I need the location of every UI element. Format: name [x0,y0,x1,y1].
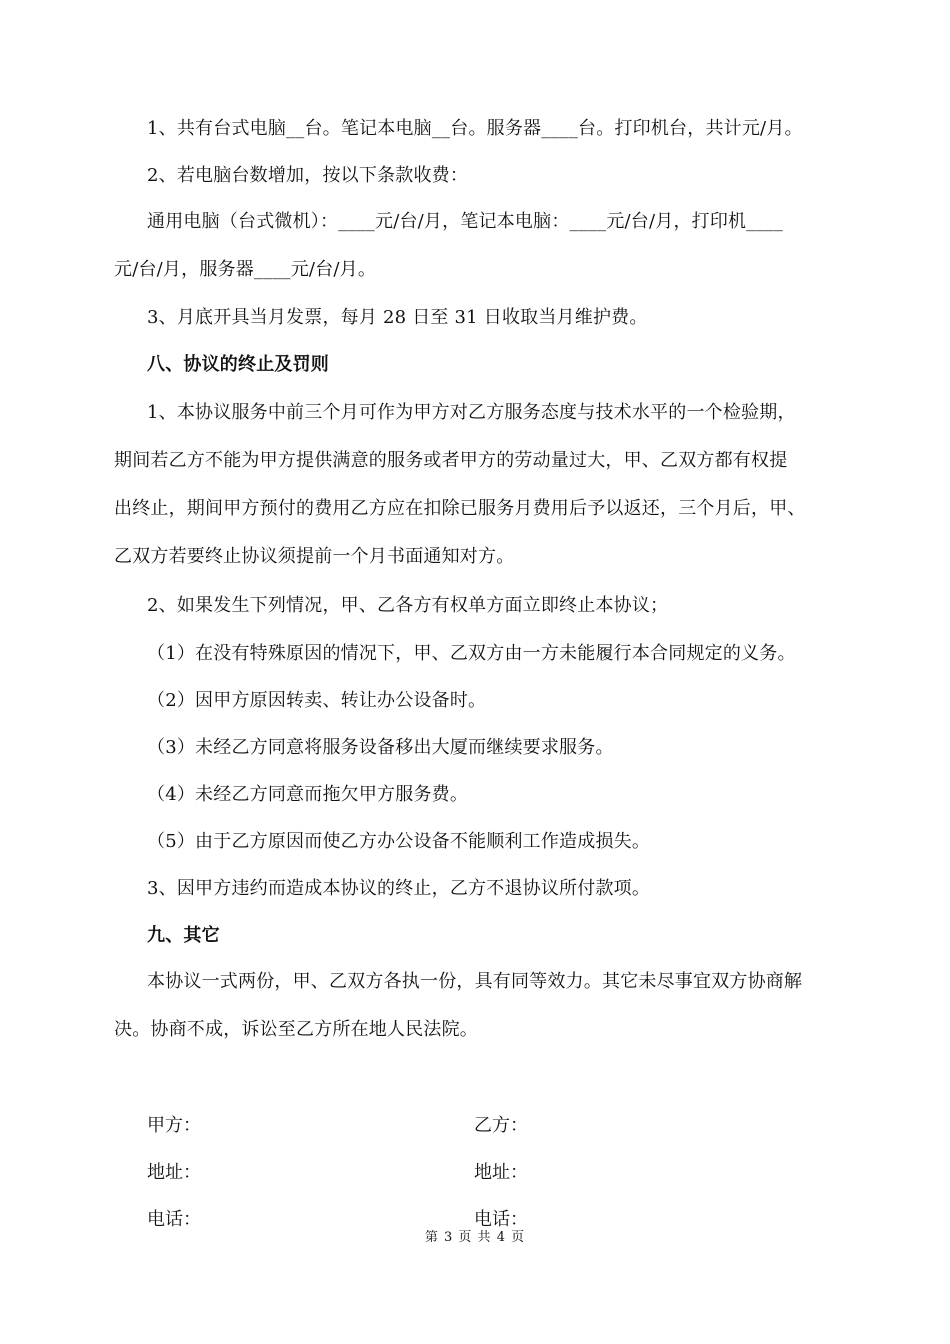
fee-clause-1: 1、共有台式电脑__台。笔记本电脑__台。服务器____台。打印机台，共计元/月。 [147,118,803,139]
section-8-clause-1-line-4: 乙双方若要终止协议须提前一个月书面通知对方。 [114,546,515,567]
list-item: （1）在没有特殊原因的情况下，甲、乙双方由一方未能履行本合同规定的义务。 [147,643,796,664]
page-number-suffix: 页 [511,1230,526,1245]
party-b-label: 乙方： [474,1115,528,1136]
section-9-text-line-1: 本协议一式两份，甲、乙双方各执一份，具有同等效力。其它未尽事宜双方协商解 [147,971,803,992]
list-item: （5）由于乙方原因而使乙方办公设备不能顺利工作造成损失。 [147,831,651,852]
section-8-clause-3: 3、因甲方违约而造成本协议的终止，乙方不退协议所付款项。 [147,878,651,899]
party-a-address-label: 地址： [147,1162,201,1183]
section-8-clause-1-line-3: 出终止，期间甲方预付的费用乙方应在扣除已服务月费用后予以返还，三个月后，甲、 [114,498,806,519]
list-item: （2）因甲方原因转卖、转让办公设备时。 [147,690,487,711]
section-8-clause-1-line-1: 1、本协议服务中前三个月可作为甲方对乙方服务态度与技术水平的一个检验期， [147,402,796,423]
page-number-prefix: 第 [424,1230,439,1245]
page-number-total: 4 [496,1230,506,1245]
party-a-phone-label: 电话： [147,1209,201,1230]
list-item: （3）未经乙方同意将服务设备移出大厦而继续要求服务。 [147,737,614,758]
page-number [0,1229,950,1247]
section-9-heading: 九、其它 [147,925,220,946]
section-8-clause-1-line-2: 期间若乙方不能为甲方提供满意的服务或者甲方的劳动量过大，甲、乙双方都有权提 [114,450,788,471]
section-8-heading: 八、协议的终止及罚则 [147,354,329,375]
page-number-current: 3 [444,1230,454,1245]
fee-rates-line-2: 元/台/月，服务器____元/台/月。 [114,259,377,280]
fee-clause-2: 2、若电脑台数增加，按以下条款收费： [147,165,469,186]
section-9-text-line-2: 决。协商不成，诉讼至乙方所在地人民法院。 [114,1019,478,1040]
section-8-clause-2: 2、如果发生下列情况，甲、乙各方有权单方面立即终止本协议； [147,595,669,616]
fee-rates-line-1: 通用电脑（台式微机）：____元/台/月，笔记本电脑：____元/台/月，打印机____ [147,211,784,232]
list-item: （4）未经乙方同意而拖欠甲方服务费。 [147,784,469,805]
page-number-middle: 页 共 [458,1230,492,1245]
party-b-address-label: 地址： [474,1162,528,1183]
party-b-phone-label: 电话： [474,1209,528,1230]
party-a-label: 甲方： [147,1115,201,1136]
fee-clause-3: 3、月底开具当月发票，每月 28 日至 31 日收取当月维护费。 [147,307,648,328]
